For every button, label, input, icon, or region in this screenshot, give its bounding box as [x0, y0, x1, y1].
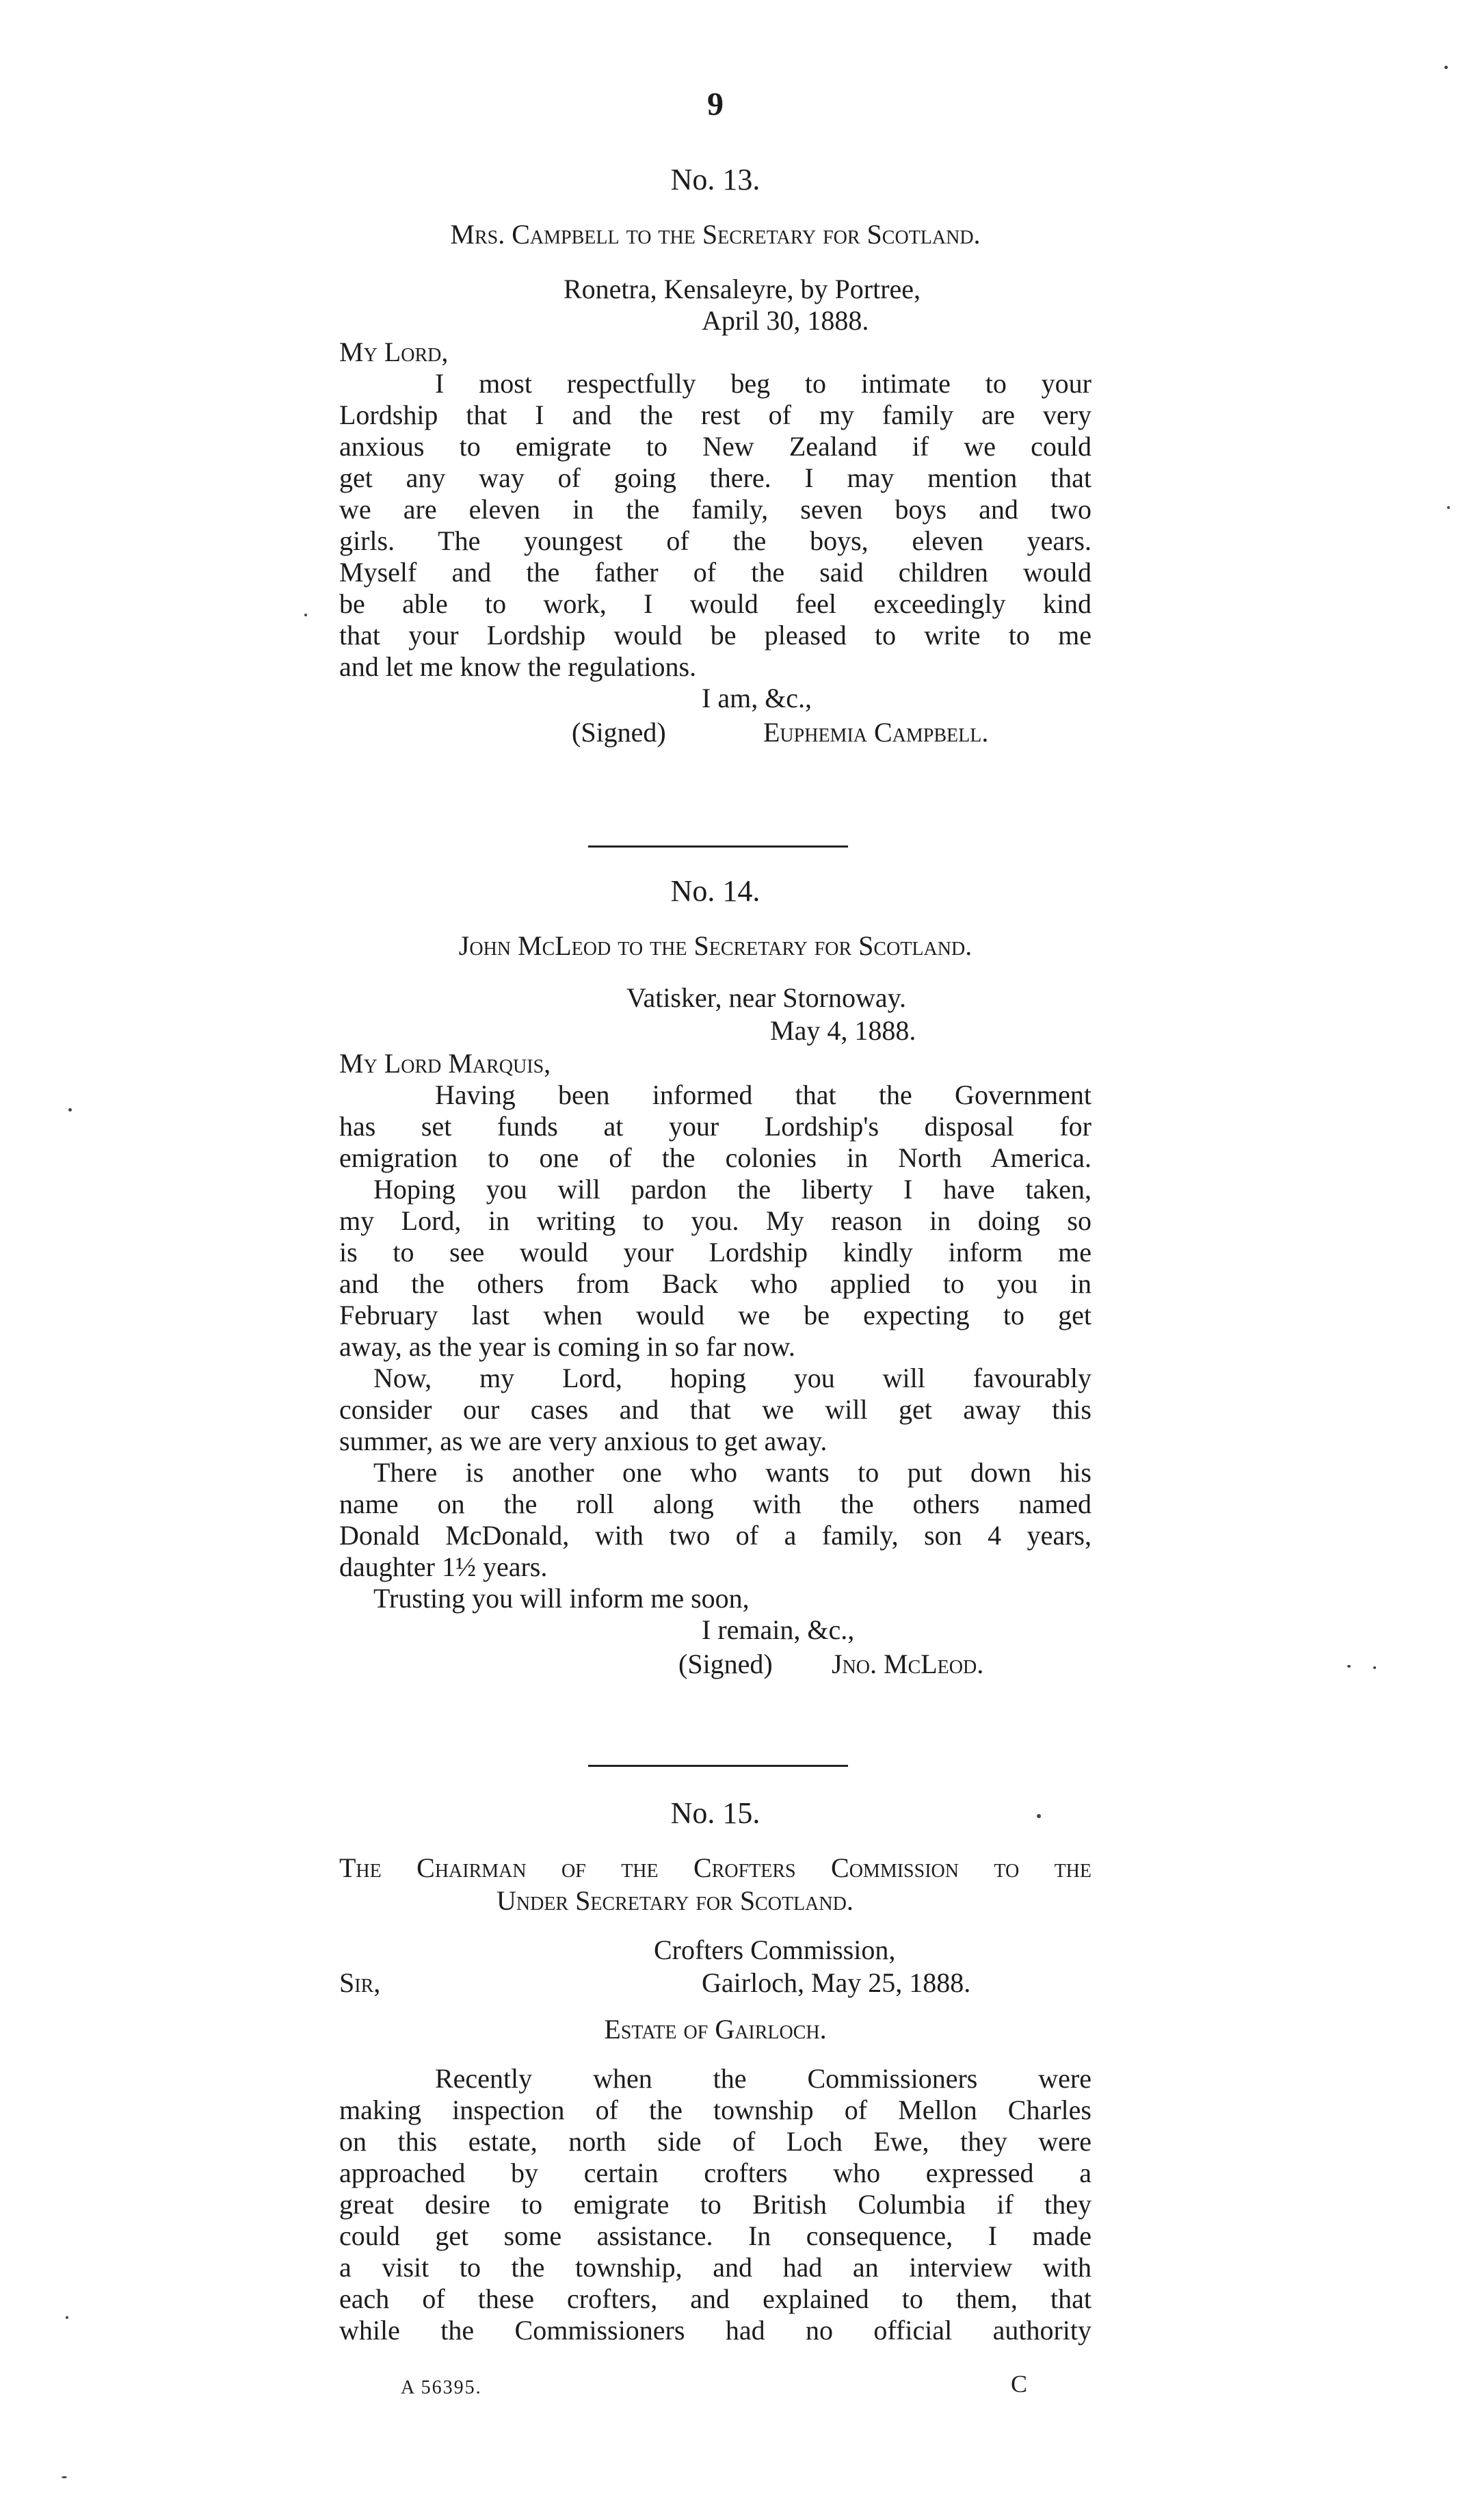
letter-number: No. 13.	[670, 163, 760, 196]
letter-heading-line2: Under Secretary for Scotland.	[497, 1885, 854, 1916]
print-speck	[1447, 506, 1450, 509]
print-speck	[66, 2316, 68, 2319]
body-line: away, as the year is coming in so far now.	[339, 1331, 795, 1362]
body-line: making inspection of the township of Mellon Charles	[339, 2095, 1091, 2125]
letter-address: Crofters Commission,	[654, 1934, 896, 1965]
letter-date: April 30, 1888.	[702, 305, 869, 336]
letter-heading: Mrs. Campbell to the Secretary for Scotland.	[450, 219, 981, 250]
signed-label: (Signed)	[572, 717, 666, 748]
print-speck	[304, 614, 307, 616]
body-line: There is another one who wants to put down his	[373, 1457, 1091, 1488]
body-line: approached by certain crofters who expressed a	[339, 2157, 1091, 2188]
body-line: Hoping you will pardon the liberty I have taken,	[373, 1174, 1091, 1205]
letter-date: Gairloch, May 25, 1888.	[702, 1967, 971, 1998]
body-line: that your Lordship would be pleased to write to me	[339, 620, 1091, 651]
letter-heading: John McLeod to the Secretary for Scotland.	[458, 930, 972, 961]
print-speck	[1037, 1814, 1041, 1818]
signature: Euphemia Campbell.	[763, 717, 989, 748]
body-line: and the others from Back who applied to you in	[339, 1268, 1091, 1299]
letter-closing: I remain, &c.,	[702, 1614, 855, 1645]
body-line: each of these crofters, and explained to them, that	[339, 2283, 1091, 2314]
body-line: Trusting you will inform me soon,	[373, 1583, 750, 1614]
page-number: 9	[707, 86, 724, 122]
print-speck	[1347, 1665, 1351, 1668]
body-line: a visit to the township, and had an interview with	[339, 2252, 1091, 2283]
print-speck	[1373, 1666, 1376, 1669]
body-line: has set funds at your Lordship's disposal for	[339, 1111, 1091, 1142]
body-line: emigration to one of the colonies in North America.	[339, 1142, 1091, 1173]
body-line: Having been informed that the Government	[435, 1079, 1091, 1110]
print-speck	[62, 2476, 67, 2478]
letter-date: May 4, 1888.	[770, 1015, 916, 1046]
letter-salutation: My Lord Marquis,	[339, 1048, 551, 1079]
letter-salutation: Sir,	[339, 1967, 381, 1998]
section-divider	[588, 1765, 848, 1767]
letter-number: No. 14.	[670, 874, 760, 908]
body-line: we are eleven in the family, seven boys and two	[339, 494, 1091, 525]
body-line: Recently when the Commissioners were	[435, 2063, 1091, 2094]
letter-heading-line1: The Chairman of the Crofters Commission to the	[339, 1852, 1091, 1883]
body-line: great desire to emigrate to British Columbia if they	[339, 2189, 1091, 2220]
body-line: and let me know the regulations.	[339, 651, 697, 682]
body-line: summer, as we are very anxious to get away.	[339, 1426, 828, 1456]
letter-address: Vatisker, near Stornoway.	[626, 982, 907, 1013]
signed-label: (Signed)	[678, 1649, 773, 1679]
section-divider	[588, 845, 848, 848]
letter-address: Ronetra, Kensaleyre, by Portree,	[564, 274, 921, 304]
body-line: be able to work, I would feel exceedingly kind	[339, 588, 1091, 619]
letter-closing: I am, &c.,	[702, 683, 812, 713]
body-line: girls. The youngest of the boys, eleven years.	[339, 525, 1091, 556]
body-line: I most respectfully beg to intimate to your	[435, 368, 1091, 399]
body-line: my Lord, in writing to you. My reason in doing so	[339, 1205, 1091, 1236]
body-line: on this estate, north side of Loch Ewe, they were	[339, 2126, 1091, 2157]
body-line: Now, my Lord, hoping you will favourably	[373, 1363, 1091, 1393]
letter-salutation: My Lord,	[339, 337, 449, 367]
body-line: anxious to emigrate to New Zealand if we could	[339, 431, 1091, 462]
print-speck	[68, 1108, 72, 1112]
body-line: while the Commissioners had no official authority	[339, 2315, 1091, 2346]
body-line: is to see would your Lordship kindly inform me	[339, 1237, 1091, 1268]
body-line: February last when would we be expecting to get	[339, 1300, 1091, 1330]
printer-signature-mark: A 56395.	[401, 2377, 482, 2398]
sheet-letter: C	[1011, 2370, 1028, 2398]
body-line: could get some assistance. In consequence, I made	[339, 2220, 1091, 2251]
body-line: Lordship that I and the rest of my family are very	[339, 399, 1091, 430]
body-line: Donald McDonald, with two of a family, son 4 years,	[339, 1520, 1091, 1551]
signature: Jno. McLeod.	[832, 1649, 984, 1679]
section-subheading: Estate of Gairloch.	[604, 2014, 827, 2045]
body-line: get any way of going there. I may mention that	[339, 462, 1091, 493]
body-line: name on the roll along with the others named	[339, 1488, 1091, 1519]
body-line: consider our cases and that we will get away this	[339, 1394, 1091, 1425]
body-line: Myself and the father of the said children would	[339, 557, 1091, 588]
print-speck	[1444, 66, 1448, 69]
body-line: daughter 1½ years.	[339, 1551, 548, 1582]
letter-number: No. 15.	[670, 1796, 760, 1830]
